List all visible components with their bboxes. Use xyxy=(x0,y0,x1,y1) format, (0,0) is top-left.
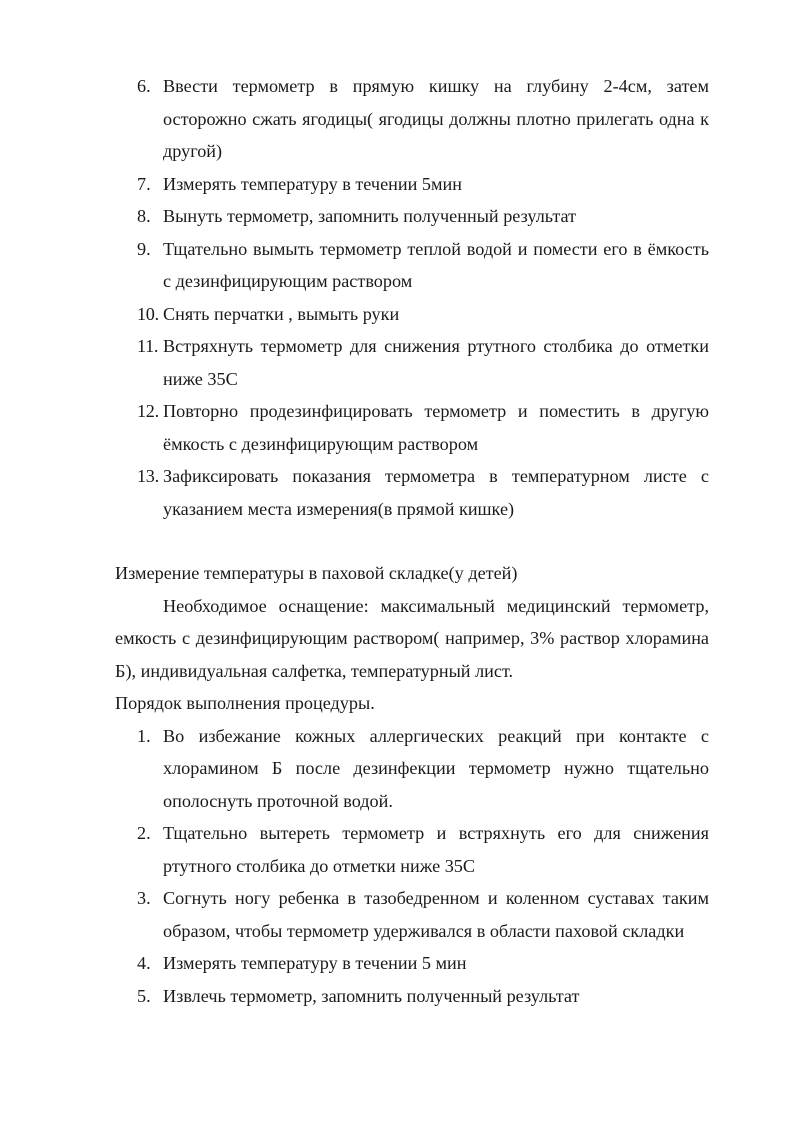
list-item-number: 1. xyxy=(137,725,151,746)
list-item-text: Тщательно вытереть термометр и встряхнуть его для снижения ртутного столбика до отметки ниже 35С xyxy=(163,823,709,876)
list-item xyxy=(115,980,709,1013)
list-item xyxy=(115,882,709,947)
list-item-text: Извлечь термометр, запомнить полученный результат xyxy=(163,985,580,1006)
list-item-text: Встряхнуть термометр для снижения ртутного столбика до отметки ниже 35С xyxy=(163,336,709,389)
document-body xyxy=(115,70,709,1012)
list-item-text: Вынуть термометр, запомнить полученный результат xyxy=(163,206,577,226)
list-item-text: Во избежание кожных аллергических реакций при контакте с хлорамином Б после дезинфекции термометр нужно тщательно ополоснуть проточной водой. xyxy=(163,725,709,811)
list-item-number: 13. xyxy=(137,466,159,486)
list-item-text: Измерять температуру в течении 5 мин xyxy=(163,953,467,973)
list-item-text: Согнуть ногу ребенка в тазобедренном и коленном суставах таким образом, чтобы термометр удерживался в области паховой складки xyxy=(163,888,709,941)
list-item xyxy=(115,233,709,298)
list-item xyxy=(115,70,709,168)
list-item-number: 11. xyxy=(137,336,159,356)
list-item-number: 8. xyxy=(137,206,151,226)
list-item-number: 3. xyxy=(137,888,151,908)
list-item-text: Повторно продезинфицировать термометр и поместить в другую ёмкость с дезинфицирующим раствором xyxy=(163,401,709,454)
list-item-number: 2. xyxy=(137,823,151,843)
list-item xyxy=(115,168,709,201)
list-item-text: Тщательно вымыть термометр теплой водой и помести его в ёмкость с дезинфицирующим раствором xyxy=(163,238,709,291)
section-spacer xyxy=(115,525,709,557)
list-item xyxy=(115,395,709,460)
list-item-text: Ввести термометр в прямую кишку на глубину 2-4см, затем осторожно сжать ягодицы( ягодицы должны плотно прилегать одна к другой) xyxy=(163,76,709,161)
rectal-procedure-steps xyxy=(115,70,709,525)
list-item-number: 9. xyxy=(137,238,151,259)
list-item-text: Снять перчатки , вымыть руки xyxy=(163,303,400,324)
procedure-heading: Порядок выполнения процедуры. xyxy=(115,693,375,713)
list-item-number: 4. xyxy=(137,953,151,973)
list-item-text: Зафиксировать показания термометра в температурном листе с указанием места измерения(в прямой кишке) xyxy=(163,466,709,519)
inguinal-procedure-steps xyxy=(115,720,709,1013)
section-heading: Измерение температуры в паховой складке(у детей) xyxy=(115,563,518,583)
list-item xyxy=(115,460,709,525)
list-item xyxy=(115,947,709,980)
list-item-text: Измерять температуру в течении 5мин xyxy=(163,173,462,194)
list-item xyxy=(115,817,709,882)
list-item xyxy=(115,298,709,331)
list-item-number: 6. xyxy=(137,76,151,96)
list-item-number: 10. xyxy=(137,303,159,324)
list-item-number: 7. xyxy=(137,173,151,194)
list-item xyxy=(115,330,709,395)
list-item-number: 5. xyxy=(137,985,151,1006)
list-item xyxy=(115,720,709,818)
list-item xyxy=(115,200,709,233)
list-item-number: 12. xyxy=(137,401,159,421)
equipment-paragraph: Необходимое оснащение: максимальный медицинский термометр, емкость с дезинфицирующим раствором( например, 3% раствор хлорамина Б), индивидуальная салфетка, температурный лист. xyxy=(115,595,709,681)
